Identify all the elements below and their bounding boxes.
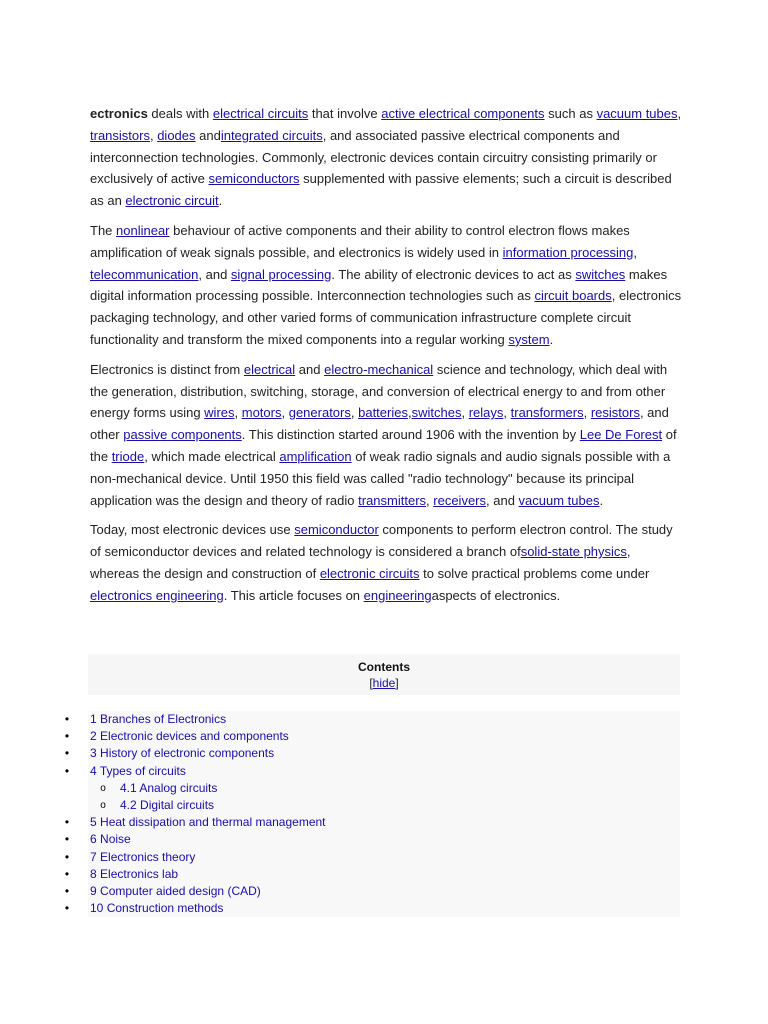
link-engineering[interactable]: engineering [363, 587, 432, 603]
toc-item [60, 900, 680, 917]
toc-number: 4.2 [120, 797, 137, 812]
text: behaviour of active components and their ability to control electron flows makes amplification of weak signals possible, and electronics is widely used in [90, 222, 630, 260]
text: deals with [147, 106, 213, 121]
link-vacuum-tubes-2[interactable]: vacuum tubes [518, 492, 600, 508]
toc-item [60, 711, 680, 728]
text: to solve practical problems come under [419, 565, 650, 581]
toc-label: Branches of Electronics [100, 712, 227, 726]
toc-item [60, 814, 680, 831]
link-batteries[interactable]: batteries [358, 405, 408, 421]
paragraph-intro [90, 103, 682, 212]
contents-toggle [88, 675, 680, 691]
bullet-icon: • [64, 712, 70, 726]
toc-number: 10 [90, 901, 104, 916]
bullet-icon: • [64, 763, 70, 778]
toc-label: History of electronic components [100, 746, 275, 761]
text: makes digital information processing possible. Interconnection technologies such as [90, 266, 668, 304]
text: . [218, 193, 223, 209]
toc-item [60, 728, 680, 745]
toc-number: 1 [90, 712, 97, 726]
link-triode[interactable]: triode [111, 448, 145, 464]
text: , [461, 405, 469, 421]
toc-number: 5 [90, 815, 97, 830]
text: , electronics packaging technology, and other varied forms of communication infrastructure complete circuit functionality and transform the mixed components into a regular working [90, 288, 682, 347]
toc-item [60, 866, 680, 883]
paragraph-nonlinear [90, 220, 682, 351]
bullet-icon: • [64, 866, 70, 881]
toc-link[interactable] [90, 832, 131, 846]
toc-label: Construction methods [106, 901, 224, 916]
text: . This distinction started around 1906 with the invention by [241, 427, 580, 443]
bracket-close: ] [395, 676, 399, 690]
link-receivers[interactable]: receivers [433, 492, 487, 508]
toc-item [60, 745, 680, 762]
toc-link[interactable] [90, 729, 289, 743]
link-wires[interactable]: wires [204, 405, 235, 421]
text: , and associated passive electrical components and interconnection technologies. Commonly, electronic devices contain circuitry consisting primarily or exclusively of active [90, 127, 657, 187]
link-telecommunication[interactable]: telecommunication [90, 266, 199, 282]
toc-number: 9 [90, 883, 97, 898]
link-generators[interactable]: generators [288, 405, 351, 421]
toc-label: Electronics theory [100, 849, 196, 864]
text: components to perform electron control. The study of semiconductor devices and related technology is considered a branch of [90, 522, 673, 560]
link-circuit-boards[interactable]: circuit boards [534, 288, 612, 304]
toc-link[interactable] [90, 867, 178, 881]
toc-item [60, 849, 680, 866]
text: , [149, 127, 158, 143]
toc-link[interactable] [120, 798, 214, 812]
text: , [633, 244, 638, 260]
link-electronic-circuits[interactable]: electronic circuits [319, 565, 420, 581]
toc-number: 8 [90, 866, 97, 881]
link-information-processing[interactable]: information processing [502, 244, 634, 260]
toc-number: 3 [90, 746, 97, 761]
link-electronic-circuit[interactable]: electronic circuit [125, 193, 219, 209]
text: and [295, 361, 325, 377]
link-semiconductor[interactable]: semiconductor [294, 522, 379, 538]
link-vacuum-tubes[interactable]: vacuum tubes [596, 106, 678, 121]
circle-bullet-icon: o [100, 782, 106, 794]
link-amplification[interactable]: amplification [279, 448, 352, 464]
toc-label: Electronic devices and components [100, 729, 289, 744]
toc-item [60, 883, 680, 900]
link-transistors[interactable]: transistors [90, 127, 150, 143]
link-electrical[interactable]: electrical [243, 361, 296, 377]
toc-label: Noise [100, 832, 131, 847]
text: , whereas the design and construction of [90, 544, 631, 581]
article-body [90, 103, 682, 615]
text: The [90, 222, 117, 238]
text: supplemented with passive elements; such a circuit is described as an [90, 171, 672, 209]
toc-link[interactable] [90, 746, 274, 760]
toc-link[interactable] [120, 781, 217, 795]
toc-link[interactable] [90, 815, 326, 829]
bold-term: ectronics [90, 106, 148, 121]
toc-item [60, 763, 680, 780]
text: of weak radio signals and audio signals possible with a non-mechanical device. Until 1950 this field was called "radio technology" because its principal application was the design and theory of radio [90, 448, 671, 508]
bullet-icon: • [64, 815, 70, 830]
text: , and [198, 266, 231, 282]
text: , [281, 405, 289, 421]
circle-bullet-icon: o [100, 799, 106, 811]
bracket-open: [ [369, 676, 373, 690]
link-nonlinear[interactable]: nonlinear [116, 222, 170, 238]
text: such as [544, 106, 597, 121]
link-electro-mechanical[interactable]: electro-mechanical [324, 361, 434, 377]
contents-title: Contents [358, 660, 410, 674]
text: , [234, 405, 242, 421]
text: that involve [308, 106, 382, 121]
paragraph-today [90, 519, 682, 606]
toc-label: Heat dissipation and thermal management [100, 815, 326, 830]
bullet-icon: • [64, 746, 70, 761]
link-transformers[interactable]: transformers [510, 405, 584, 421]
link-system[interactable]: system [508, 331, 550, 347]
toc-item [60, 797, 680, 814]
toc-label: Electronics lab [100, 866, 179, 881]
text: Electronics is distinct from [90, 361, 244, 377]
toc-link[interactable] [90, 901, 223, 915]
text: and [195, 127, 221, 143]
toc-link[interactable] [90, 850, 195, 864]
link-switches-2[interactable]: switches [411, 405, 462, 421]
link-passive-components[interactable]: passive components [123, 427, 242, 443]
link-transmitters[interactable]: transmitters [358, 492, 427, 508]
bullet-icon: • [64, 901, 70, 916]
toc-link[interactable] [90, 712, 226, 726]
link-relays[interactable]: relays [468, 405, 504, 421]
text: science and technology, which deal with the generation, distribution, switching, storage, and conversion of electrical energy to and from other energy forms using [90, 361, 668, 421]
text: . The ability of electronic devices to act as [331, 266, 576, 282]
toc-number: 4 [90, 763, 97, 778]
text: . This article focuses on [223, 587, 364, 603]
bullet-icon: • [64, 883, 70, 898]
bullet-icon: • [64, 832, 70, 847]
link-resistors[interactable]: resistors [590, 405, 640, 421]
link-switches[interactable]: switches [575, 266, 626, 282]
toc-link[interactable] [90, 764, 186, 778]
table-of-contents [60, 711, 680, 917]
text: , [407, 405, 412, 421]
link-motors[interactable]: motors [241, 405, 282, 421]
paragraph-distinction [90, 359, 682, 512]
text: , [677, 106, 682, 121]
text: , and [486, 492, 519, 508]
link-solid-state-physics[interactable]: solid-state physics [520, 544, 627, 560]
link-electronics-engineering[interactable]: electronics engineering [90, 587, 224, 603]
toc-label: Types of circuits [99, 763, 186, 778]
toc-number: 4.1 [120, 780, 137, 795]
link-integrated-circuits[interactable]: integrated circuits [220, 127, 323, 143]
toc-item [60, 780, 680, 797]
link-lee-de-forest[interactable]: Lee De Forest [579, 427, 663, 443]
bullet-icon: • [64, 849, 70, 864]
text: , [503, 405, 511, 421]
hide-link[interactable]: hide [372, 676, 396, 690]
text: of the [90, 427, 677, 464]
link-semiconductors[interactable]: semiconductors [208, 171, 300, 187]
toc-link[interactable] [90, 884, 261, 898]
text: , [350, 405, 359, 421]
toc-item [60, 831, 680, 848]
toc-label: Digital circuits [140, 797, 215, 812]
text: aspects of electronics. [431, 587, 561, 603]
link-electrical-circuits[interactable]: electrical circuits [212, 106, 309, 121]
text: , [426, 492, 434, 508]
text: . [549, 331, 554, 347]
text: . [599, 492, 604, 508]
text: , and other [90, 405, 669, 443]
toc-number: 7 [90, 849, 97, 864]
contents-box [88, 654, 680, 695]
text: Today, most electronic devices use [90, 522, 295, 538]
text: , which made electrical [144, 448, 280, 464]
toc-label: Computer aided design (CAD) [100, 883, 261, 898]
text: , [583, 405, 591, 421]
link-diodes[interactable]: diodes [157, 127, 196, 143]
toc-number: 2 [90, 729, 97, 744]
toc-label: Analog circuits [139, 780, 218, 795]
link-signal-processing[interactable]: signal processing [230, 266, 332, 282]
link-active-electrical-components[interactable]: active electrical components [381, 106, 545, 121]
toc-number: 6 [90, 832, 97, 847]
bullet-icon: • [64, 729, 70, 744]
